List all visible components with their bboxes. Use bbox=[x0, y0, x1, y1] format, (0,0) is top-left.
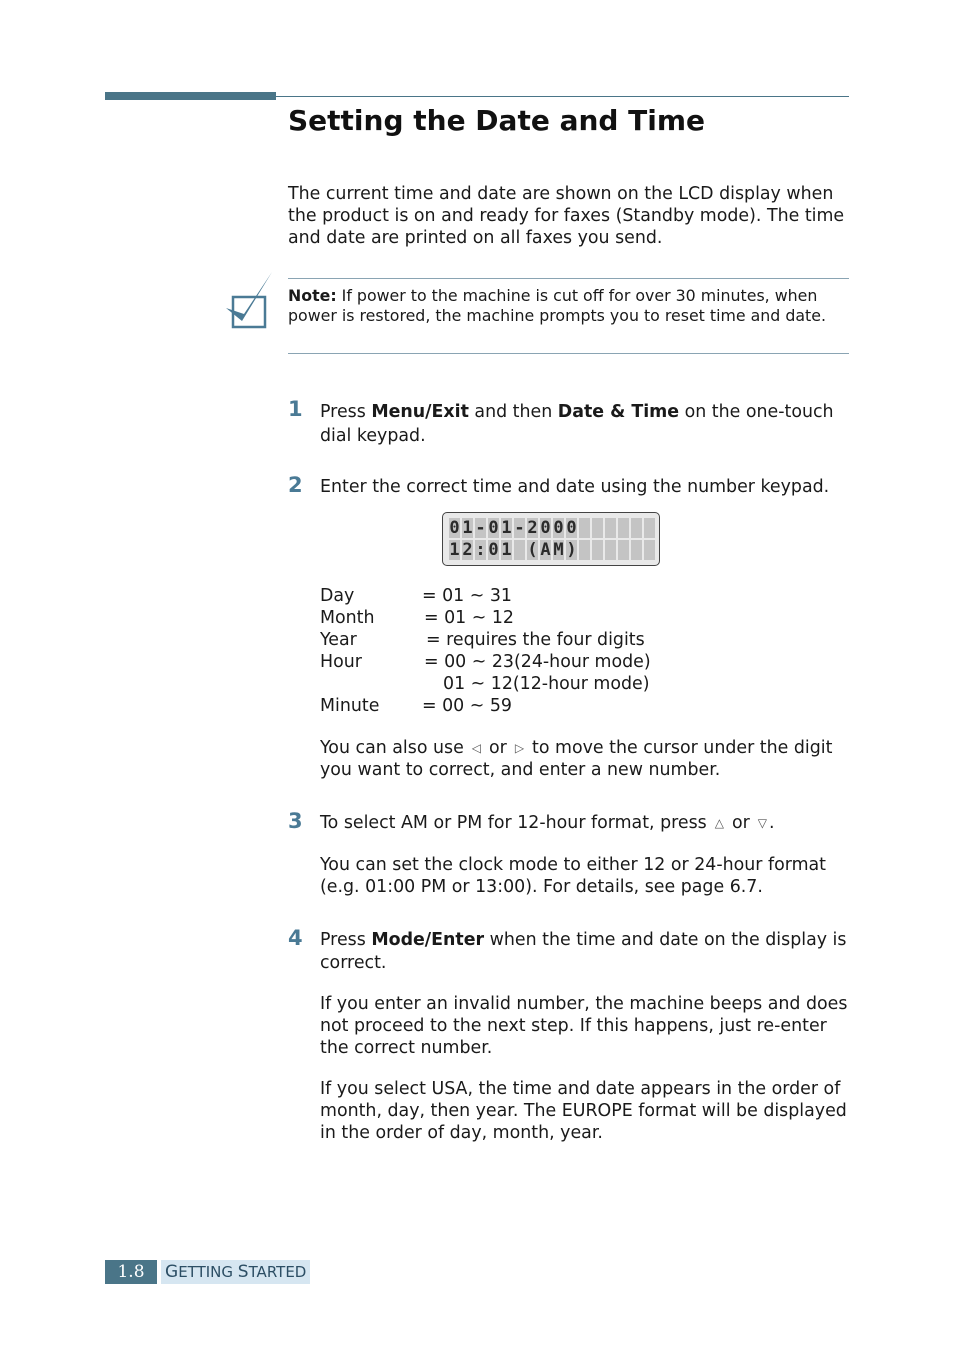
range-label: Year bbox=[320, 630, 357, 650]
range-value: = 01 ~ 31 bbox=[422, 586, 512, 606]
lcd-cell bbox=[618, 518, 629, 538]
step-2-number: 2 bbox=[288, 473, 303, 497]
step-3-post: . bbox=[768, 813, 775, 833]
lcd-cell: ( bbox=[527, 539, 538, 560]
section-label-rest1: ETTING bbox=[178, 1263, 238, 1281]
lcd-cell: 1 bbox=[501, 539, 512, 560]
lcd-display bbox=[442, 512, 660, 566]
lcd-cell: 2 bbox=[462, 539, 473, 560]
section-label-cap2: S bbox=[237, 1262, 249, 1282]
step-4-paragraph-invalid: If you enter an invalid number, the machine beeps and does not proceed to the next step. If this happens, just re-enter the correct number. bbox=[320, 994, 848, 1058]
page-number: 1.8 bbox=[105, 1260, 157, 1284]
note-label: Note: bbox=[288, 286, 337, 305]
step-3-number: 3 bbox=[288, 809, 303, 833]
lcd-character-grid bbox=[449, 518, 655, 560]
step-1-text bbox=[320, 400, 850, 448]
step-3-or: or bbox=[731, 813, 750, 833]
lcd-cell bbox=[631, 540, 642, 560]
lcd-cell: 1 bbox=[449, 539, 460, 560]
lcd-cell: M bbox=[553, 539, 564, 560]
lcd-cell: 2 bbox=[527, 517, 538, 538]
lcd-cell: 1 bbox=[501, 517, 512, 538]
range-value: = 00 ~ 59 bbox=[422, 696, 512, 716]
range-value: = requires the four digits bbox=[426, 630, 645, 650]
lcd-cell: : bbox=[475, 539, 486, 560]
step-4-post: when the time and date on the display is correct. bbox=[320, 930, 847, 973]
note-bottom-rule bbox=[288, 353, 849, 354]
range-label: Day bbox=[320, 586, 355, 606]
lcd-cell: 0 bbox=[449, 517, 460, 538]
lcd-cell bbox=[579, 540, 590, 560]
step-3-paragraph: You can set the clock mode to either 12 or 24-hour format (e.g. 01:00 PM or 13:00). For details, see page 6.7. bbox=[320, 855, 826, 897]
step-3-pre: To select AM or PM for 12-hour format, press bbox=[320, 813, 707, 833]
lcd-cell: 0 bbox=[488, 539, 499, 560]
note-block bbox=[288, 286, 853, 326]
intro-paragraph: The current time and date are shown on the LCD display when the product is on and ready for faxes (Standby mode). The time and date are printed on all faxes you send. bbox=[288, 184, 845, 248]
step-3-text bbox=[320, 812, 850, 834]
date-time-key: Date & Time bbox=[557, 402, 680, 422]
section-label bbox=[161, 1260, 310, 1284]
step-1-mid: and then bbox=[468, 402, 558, 422]
lcd-cell bbox=[592, 540, 603, 560]
note-top-rule bbox=[288, 278, 849, 279]
lcd-cell bbox=[592, 518, 603, 538]
step-1-pre: Press bbox=[320, 402, 372, 422]
cursor-note-or: or bbox=[489, 738, 507, 758]
menu-exit-key: Menu/Exit bbox=[371, 402, 469, 422]
lcd-cell bbox=[605, 540, 616, 560]
step-4-pre: Press bbox=[320, 930, 372, 950]
range-label: Month bbox=[320, 608, 375, 628]
range-value: 01 ~ 12(12-hour mode) bbox=[443, 674, 650, 694]
left-arrow-icon: ◁ bbox=[471, 741, 482, 755]
cursor-note bbox=[320, 737, 850, 781]
note-text: If power to the machine is cut off for over 30 minutes, when power is restored, the machine prompts you to reset time and date. bbox=[288, 286, 826, 325]
lcd-cell: 0 bbox=[566, 517, 577, 538]
lcd-cell: ) bbox=[566, 539, 577, 560]
right-arrow-icon: ▷ bbox=[514, 741, 525, 755]
step-4-paragraph-format: If you select USA, the time and date appears in the order of month, day, then year. The EUROPE format will be displayed in the order of day, month, year. bbox=[320, 1079, 847, 1143]
lcd-cell bbox=[644, 540, 655, 560]
up-arrow-icon: △ bbox=[714, 816, 724, 830]
lcd-cell bbox=[644, 518, 655, 538]
lcd-cell bbox=[514, 540, 525, 560]
step-1-post: on the one-touch dial keypad. bbox=[320, 402, 834, 446]
header-rule bbox=[276, 96, 849, 97]
step-4-text bbox=[320, 929, 850, 975]
section-label-rest2: TARTED bbox=[248, 1263, 307, 1281]
section-label-cap1: G bbox=[165, 1262, 179, 1282]
cursor-note-pre: You can also use bbox=[320, 738, 464, 758]
lcd-cell bbox=[618, 540, 629, 560]
lcd-cell bbox=[579, 518, 590, 538]
range-label: Minute bbox=[320, 696, 380, 716]
checkmark-note-icon bbox=[222, 268, 278, 332]
lcd-cell bbox=[605, 518, 616, 538]
cursor-note-post: to move the cursor under the digit you want to correct, and enter a new number. bbox=[320, 738, 833, 780]
step-4-number: 4 bbox=[288, 926, 303, 950]
lcd-cell: 0 bbox=[540, 517, 551, 538]
range-value: = 01 ~ 12 bbox=[424, 608, 514, 628]
step-2-text: Enter the correct time and date using the number keypad. bbox=[320, 477, 830, 497]
lcd-cell: - bbox=[514, 517, 525, 538]
mode-enter-key: Mode/Enter bbox=[371, 930, 485, 950]
lcd-cell bbox=[631, 518, 642, 538]
lcd-cell: 0 bbox=[553, 517, 564, 538]
page-title: Setting the Date and Time bbox=[288, 104, 706, 137]
lcd-cell: 1 bbox=[462, 517, 473, 538]
header-accent-bar bbox=[105, 92, 276, 100]
down-arrow-icon: ▽ bbox=[757, 816, 767, 830]
lcd-cell: 0 bbox=[488, 517, 499, 538]
step-1-number: 1 bbox=[288, 397, 303, 421]
range-label: Hour bbox=[320, 652, 362, 672]
range-value: = 00 ~ 23(24-hour mode) bbox=[424, 652, 651, 672]
lcd-cell: A bbox=[540, 539, 551, 560]
lcd-cell: - bbox=[475, 517, 486, 538]
